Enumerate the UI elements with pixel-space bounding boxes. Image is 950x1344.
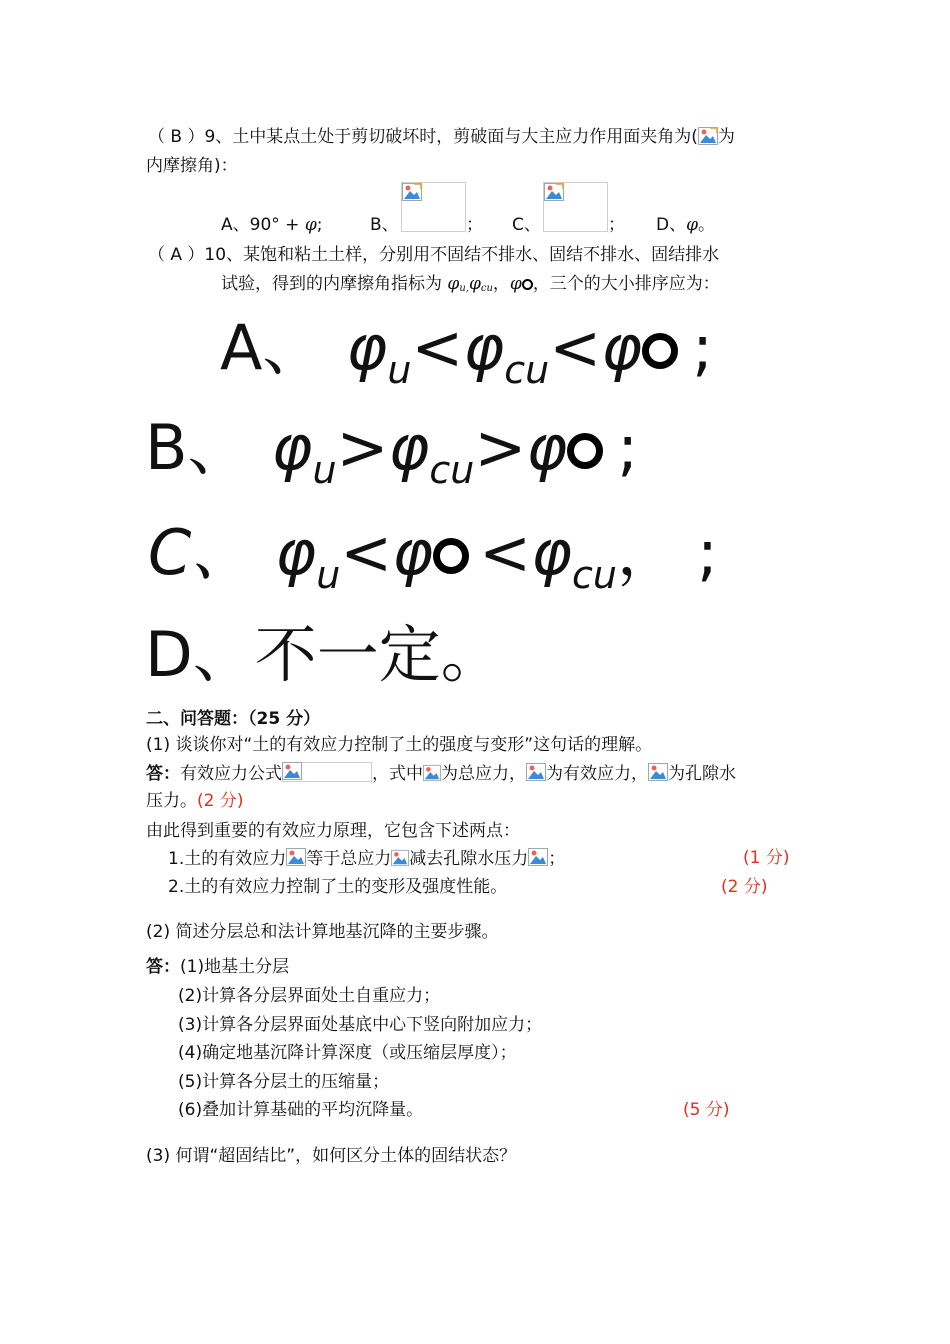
q2-step2: (2)计算各分层界面处土自重应力； — [178, 986, 441, 1006]
q9-line1 — [148, 126, 735, 148]
q9-option-c-end: ； — [608, 215, 625, 235]
q1-answer-line1: 答：有效应力公式 ，式中 为总应力， 为有效应力， 为孔隙水 — [146, 764, 736, 784]
broken-image-icon — [391, 849, 409, 867]
q2-step3: (3)计算各分层界面处基底中心下竖向附加应力； — [178, 1015, 543, 1035]
q2-score: (5 分) — [683, 1100, 730, 1120]
q10-option-d: D、不一定。 — [145, 618, 503, 691]
q9-line2: 内摩擦角)： — [146, 156, 238, 176]
q1-question: (1) 谈谈你对“土的有效应力控制了土的强度与变形”这句话的理解。 — [146, 735, 653, 755]
q2-question: (2) 简述分层总和法计算地基沉降的主要步骤。 — [146, 922, 499, 942]
option-c-image — [543, 182, 608, 232]
q9-option-c: C、 — [512, 215, 541, 235]
ring-symbol — [433, 538, 469, 574]
q10-line1: （ A ）10、某饱和粘土土样，分别用不固结不排水、固结不排水、固结排水 — [148, 245, 720, 265]
q3-question: (3) 何谓“超固结比”，如何区分土体的固结状态？ — [146, 1146, 517, 1166]
ring-symbol — [642, 333, 678, 369]
q1-point1-score: (1 分) — [743, 848, 790, 868]
q2-step6: (6)叠加计算基础的平均沉降量。 — [178, 1100, 424, 1120]
q2-step5: (5)计算各分层土的压缩量； — [178, 1072, 390, 1092]
q10-option-c: C、 $\varphi_u<\varphi <\varphi_{cu}$， ; — [148, 516, 718, 597]
q10-line2: 试验，得到的内摩擦角指标为 $\varphi_{u,}\varphi_{cu}$，φ ，三个的大小排序应为： — [221, 274, 720, 294]
broken-image-icon — [402, 183, 422, 201]
q10-option-a: A、 $\varphi_u<\varphi_{cu}<\varphi$ ; — [220, 311, 714, 392]
formula-image — [282, 762, 372, 782]
section2-heading: 二、问答题：（25 分） — [146, 709, 321, 729]
q9-prefix: （ B ）9、土中某点土处于剪切破坏时，剪破面与大主应力作用面夹角为( — [148, 127, 698, 147]
q1-point2: 2.土的有效应力控制了土的变形及强度性能。 — [168, 877, 508, 897]
q1-answer-line2: 压力。(2 分) — [146, 791, 244, 811]
q10-option-b: B、 $\varphi_u>\varphi_{cu}>\varphi$ ; — [145, 411, 639, 492]
q9-option-d: D、φ。 — [656, 215, 715, 235]
q2-step1: 答：(1)地基土分层 — [146, 957, 290, 977]
q1-principle: 由此得到重要的有效应力原理，它包含下述两点： — [146, 821, 520, 841]
q9-option-a: A、90° + φ; — [221, 215, 323, 235]
option-b-image — [401, 182, 466, 232]
broken-image-icon — [648, 762, 668, 782]
q2-step4: (4)确定地基沉降计算深度（或压缩层厚度）； — [178, 1043, 517, 1063]
broken-image-icon — [544, 183, 564, 201]
broken-image-icon — [286, 847, 306, 867]
ring-symbol — [522, 279, 533, 290]
q1-point1: 1.土的有效应力 等于总应力 减去孔隙水压力 ； — [168, 849, 566, 869]
broken-image-icon — [698, 127, 718, 145]
q9-option-b: B、 — [370, 215, 399, 235]
q9-suffix: 为 — [717, 127, 735, 147]
q9-option-b-end: ； — [466, 215, 483, 235]
ring-symbol — [567, 433, 603, 469]
broken-image-icon — [526, 762, 546, 782]
broken-image-icon — [423, 764, 441, 782]
q1-point2-score: (2 分) — [721, 877, 768, 897]
broken-image-icon — [528, 847, 548, 867]
